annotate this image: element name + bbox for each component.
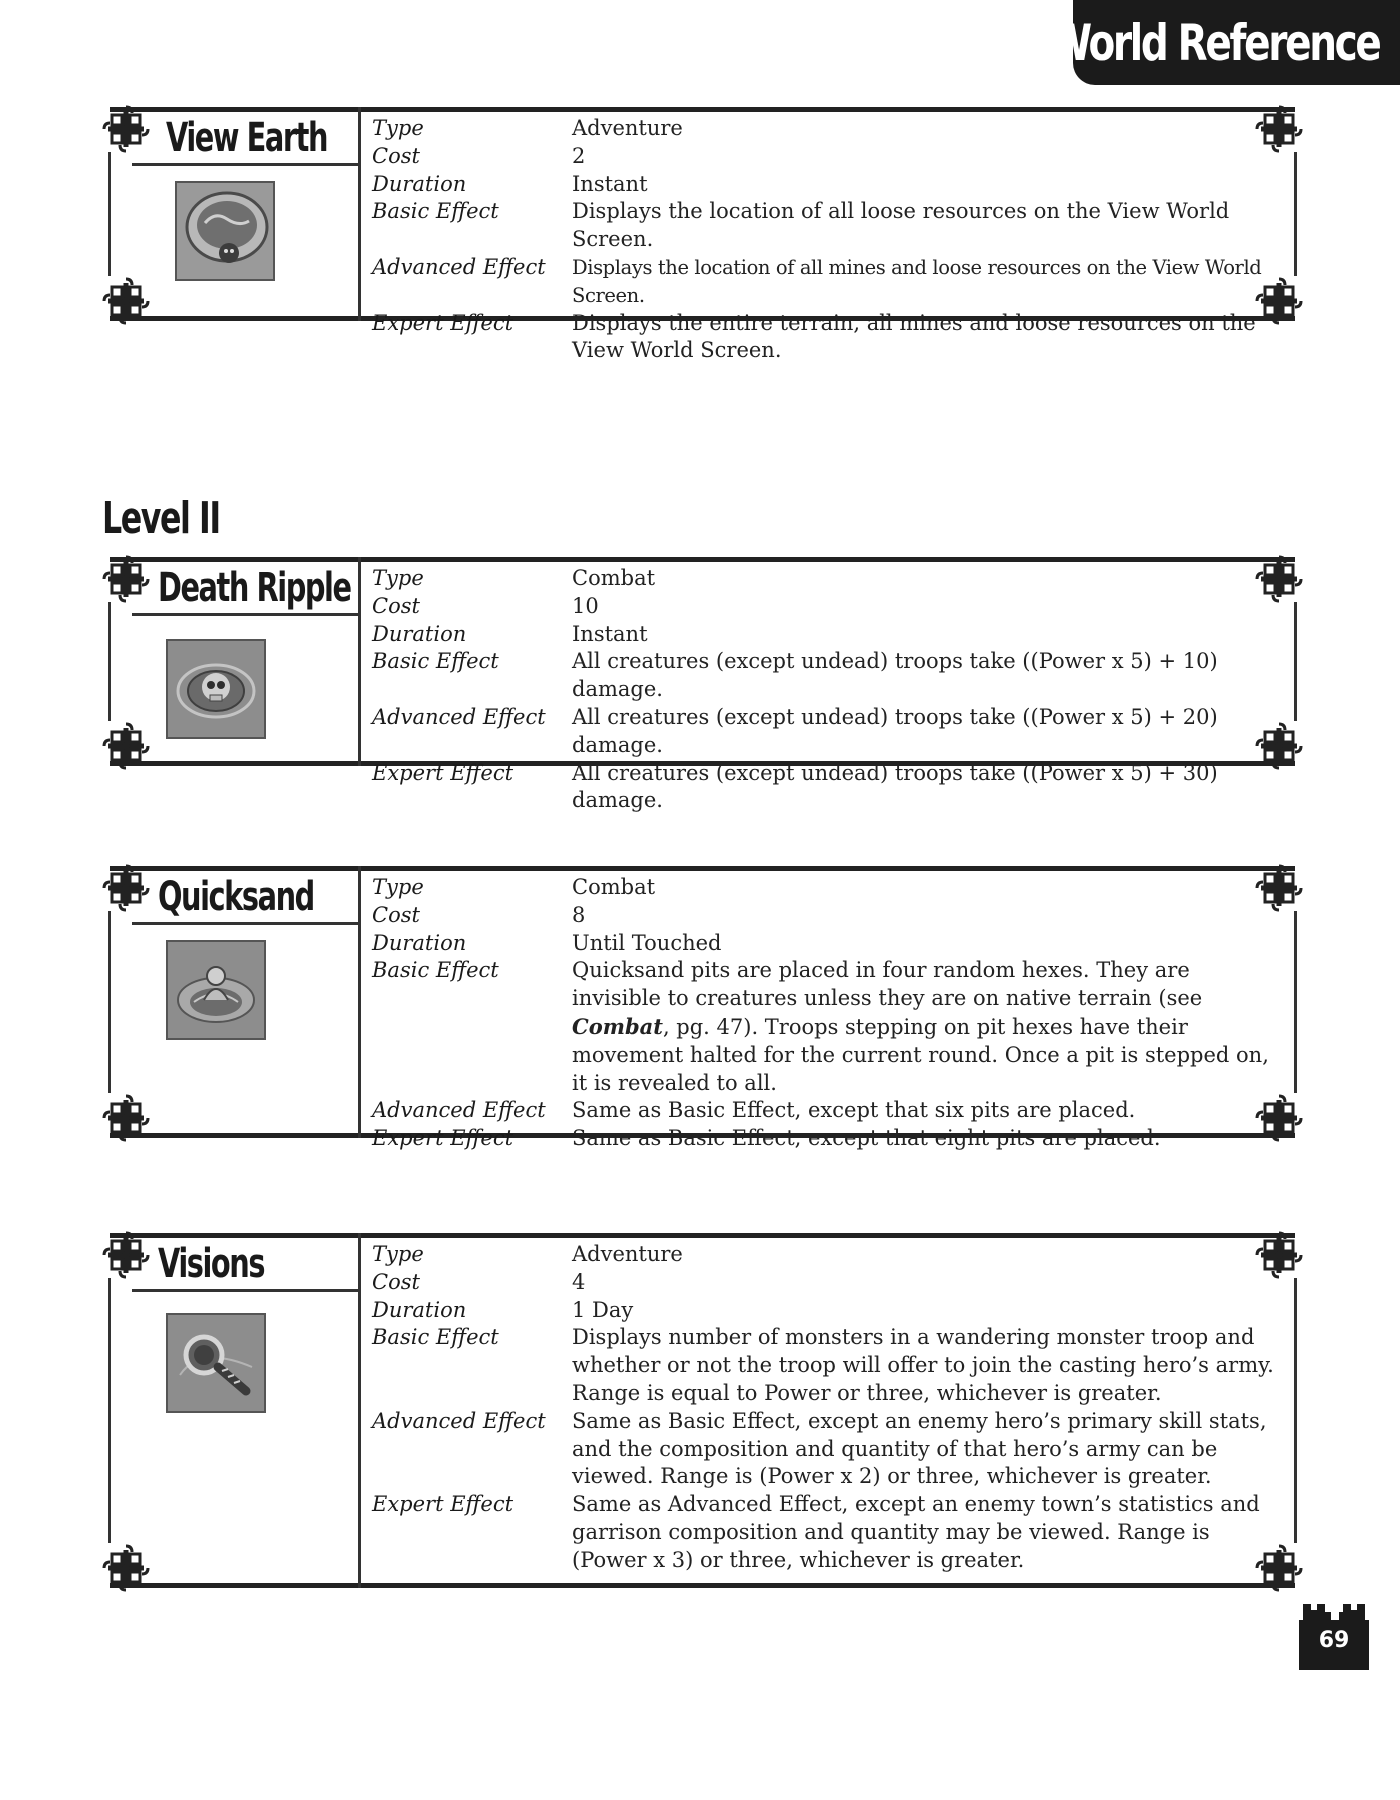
spell-details bbox=[372, 1241, 1285, 1575]
detail-row-cost: Cost 10 bbox=[372, 593, 599, 618]
corner-ornament-icon bbox=[100, 1229, 152, 1281]
detail-row-type: Type Combat bbox=[372, 566, 656, 590]
detail-row-duration: Duration Instant bbox=[372, 171, 648, 196]
spell-details bbox=[372, 874, 1285, 1153]
corner-ornament-icon bbox=[1253, 103, 1305, 155]
corner-ornament-icon bbox=[100, 275, 152, 327]
detail-row-basic-effect: Basic Effect Displays number of monsters in a wandering monster troop and whether or not the troop will offer to join the casting hero’s army. Range is equal to Power or three, whichever is greater. bbox=[372, 1325, 1274, 1405]
spell-title: Quicksand bbox=[158, 874, 314, 920]
visions-spell-icon bbox=[166, 1313, 266, 1413]
spell-card-death-ripple bbox=[100, 557, 1305, 813]
level-heading: Level II bbox=[102, 493, 220, 544]
detail-row-duration: Duration Until Touched bbox=[372, 930, 722, 955]
corner-ornament-icon bbox=[100, 553, 152, 605]
detail-row-advanced-effect: Advanced Effect Same as Basic Effect, except that six pits are placed. bbox=[372, 1098, 1136, 1123]
spell-card-view-earth bbox=[100, 107, 1305, 363]
spell-title-block bbox=[132, 563, 358, 616]
detail-row-expert-effect: Expert Effect Same as Basic Effect, except that eight pits are placed. bbox=[372, 1126, 1161, 1151]
spell-title-block bbox=[132, 113, 358, 166]
corner-ornament-icon bbox=[1253, 862, 1305, 914]
detail-row-expert-effect: Expert Effect Displays the entire terrain, all mines and loose resources on the View World Screen. bbox=[372, 310, 1256, 363]
detail-row-advanced-effect: Advanced Effect All creatures (except undead) troops take ((Power x 5) + 20) damage. bbox=[372, 704, 1218, 757]
detail-row-cost: Cost 2 bbox=[372, 143, 586, 168]
cross-reference: Combat bbox=[572, 1013, 663, 1039]
detail-row-duration: Duration 1 Day bbox=[372, 1297, 634, 1322]
detail-row-advanced-effect: Advanced Effect Same as Basic Effect, except an enemy hero’s primary skill stats, and the composition and quantity of that hero’s army can be viewed. Range is (Power x 2) or three, whichever is greater. bbox=[372, 1408, 1267, 1489]
spell-title-block bbox=[132, 1239, 358, 1292]
spell-left-column bbox=[100, 1233, 361, 1588]
basic-effect-text: Quicksand pits are placed in four random hexes. They are invisible to creatures unless they are on native terrain (see Combat, pg. 47). Troops stepping on pit hexes have their movement halted for the current round. Once a pit is stepped on, it is revealed to all. bbox=[572, 958, 1269, 1095]
spell-title: View Earth bbox=[166, 115, 328, 161]
corner-ornament-icon bbox=[100, 1092, 152, 1144]
corner-ornament-icon bbox=[100, 720, 152, 772]
spell-card-quicksand bbox=[100, 866, 1305, 1151]
spell-title: Visions bbox=[158, 1241, 265, 1287]
detail-row-basic-effect: Basic Effect Displays the location of all loose resources on the View World Screen. bbox=[372, 199, 1230, 252]
corner-ornament-icon bbox=[100, 1542, 152, 1594]
spell-details bbox=[372, 565, 1285, 815]
view-earth-spell-icon bbox=[175, 181, 275, 281]
corner-ornament-icon bbox=[1253, 1542, 1305, 1594]
corner-ornament-icon bbox=[1253, 1092, 1305, 1144]
corner-ornament-icon bbox=[1253, 275, 1305, 327]
quicksand-spell-icon bbox=[166, 940, 266, 1040]
detail-row-cost: Cost 4 bbox=[372, 1269, 586, 1294]
corner-ornament-icon bbox=[1253, 553, 1305, 605]
death-ripple-spell-icon bbox=[166, 639, 266, 739]
detail-row-expert-effect: Expert Effect All creatures (except undead) troops take ((Power x 5) + 30) damage. bbox=[372, 760, 1218, 813]
section-header-tab bbox=[1049, 0, 1400, 85]
spell-details bbox=[372, 115, 1285, 365]
page-number: 69 bbox=[1318, 1628, 1350, 1653]
corner-ornament-icon bbox=[100, 103, 152, 155]
detail-row-advanced-effect: Advanced Effect Displays the location of all mines and loose resources on the View World Screen. bbox=[372, 254, 1262, 307]
corner-ornament-icon bbox=[1253, 1229, 1305, 1281]
detail-row-expert-effect: Expert Effect Same as Advanced Effect, except an enemy town’s statistics and garrison composition and quantity may be viewed. Range is (Power x 3) or three, whichever is greater. bbox=[372, 1492, 1260, 1572]
detail-row-type: Type Adventure bbox=[372, 116, 683, 140]
detail-row-cost: Cost 8 bbox=[372, 902, 586, 927]
spell-card-visions bbox=[100, 1233, 1305, 1588]
detail-row-basic-effect: Basic Effect Quicksand pits are placed in four random hexes. They are invisible to creatures unless they are on native terrain (see Combat, pg. 47). Troops stepping on pit hexes have their movement halted for the current round. Once a pit is stepped on, it is revealed to all. bbox=[372, 957, 1285, 1097]
section-title: World Reference bbox=[1049, 14, 1380, 72]
corner-ornament-icon bbox=[1253, 720, 1305, 772]
detail-row-basic-effect: Basic Effect All creatures (except undead) troops take ((Power x 5) + 10) damage. bbox=[372, 649, 1218, 702]
spell-title: Death Ripple bbox=[158, 565, 351, 611]
corner-ornament-icon bbox=[100, 862, 152, 914]
detail-row-type: Type Adventure bbox=[372, 1242, 683, 1266]
detail-row-type: Type Combat bbox=[372, 875, 656, 899]
spell-title-block bbox=[132, 872, 358, 925]
detail-row-duration: Duration Instant bbox=[372, 621, 648, 646]
